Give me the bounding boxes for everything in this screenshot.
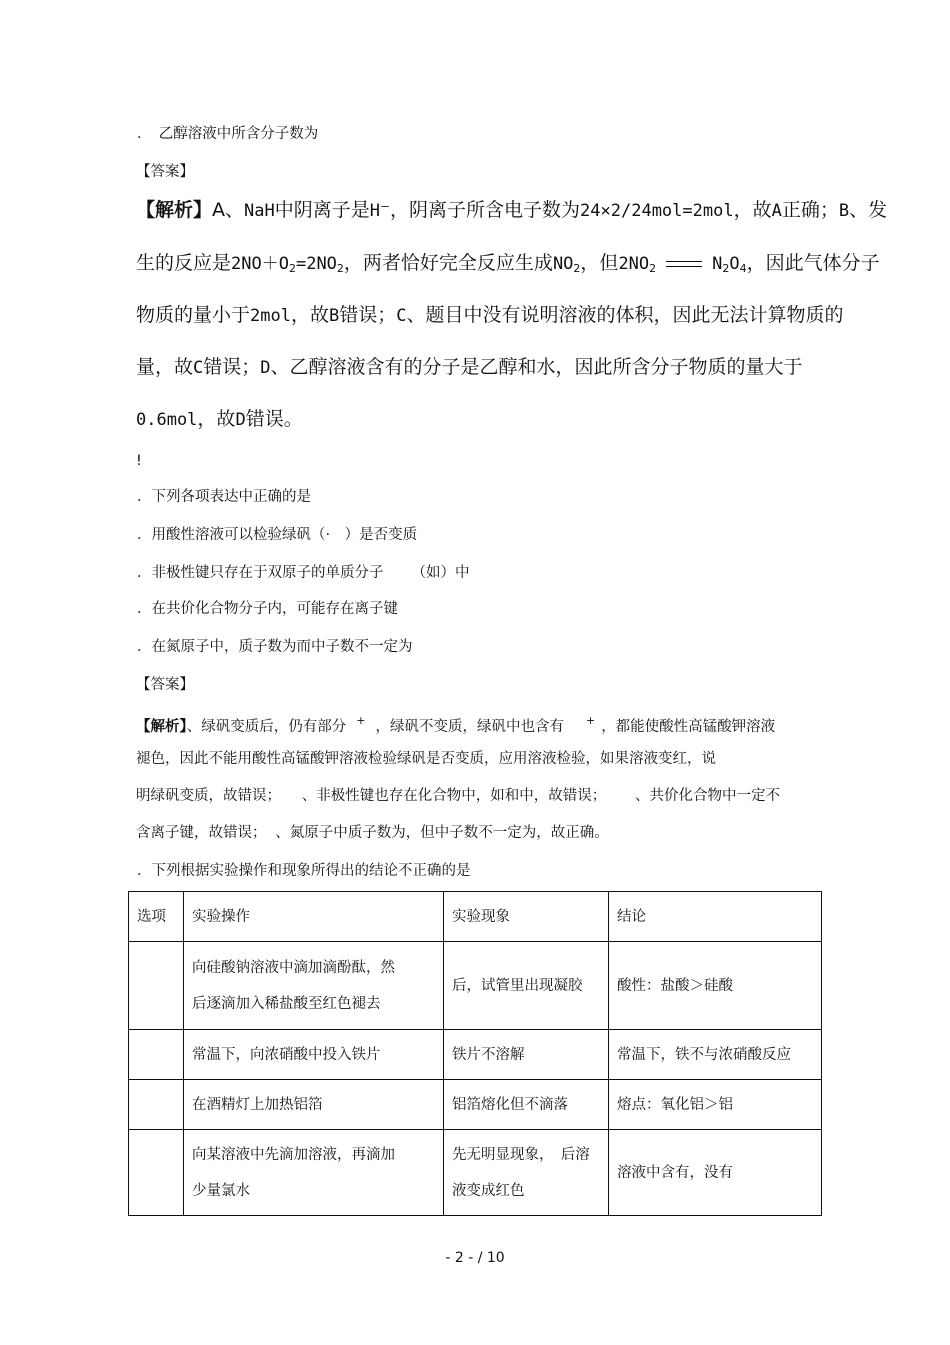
analysis-line-1: 【解析】A、NaH中阴离子是H⁻，阴离子所含电子数为24×2/24mol=2mol，故A正确；B、发 [136,199,888,221]
table-cell-option [129,1080,184,1130]
experiment-table [128,891,822,1216]
next-question-stem: ．下列根据实验操作和现象所得出的结论不正确的是 [137,863,471,879]
equilibrium-arrow-icon [666,258,702,270]
table-cell-phenomenon: 铁片不溶解 [444,1030,609,1080]
table-header: 实验操作 [184,892,444,942]
table-cell-conclusion: 溶液中含有，没有 [609,1130,822,1216]
option-d: ．在氮原子中，质子数为而中子数不一定为 [137,639,413,655]
analysis-line-2: 生的反应是$2NO+O_2=2NO_2$，两者恰好完全反应生成$NO_2$，但$2NO_2$ $N_2O_4$，因此气体分子 [136,252,880,275]
prev-question-option-d: ． 乙醇溶液中所含分子数为 [137,126,319,142]
analysis-line-4: 量，故C错误；D、乙醇溶液含有的分子是乙醇和水，因此所含分子物质的量大于 [136,356,803,378]
table-row [129,942,822,1030]
answer-label-2: 【答案】 [136,677,194,693]
option-b: ．非极性键只存在于双原子的单质分子 （如）中 [137,565,470,581]
table-cell-phenomenon: 后，试管里出现凝胶 [444,942,609,1030]
table-cell-phenomenon: 先无明显现象， 后溶 液变成红色 [444,1130,609,1216]
analysis2-line-4: 含离子键，故错误； 、氮原子中质子数为，但中子数不一定为，故正确。 [136,825,609,841]
table-cell-option [129,1130,184,1216]
table-cell-phenomenon: 铝箔熔化但不滴落 [444,1080,609,1130]
table-header: 选项 [129,892,184,942]
answer-label: 【答案】 [136,164,194,180]
table-cell-option [129,942,184,1030]
table-header: 实验现象 [444,892,609,942]
table-row [129,1030,822,1080]
analysis2-line-3: 明绿矾变质，故错误； 、非极性键也存在化合物中，如和中，故错误； 、共价化合物中一定不 [136,788,780,804]
analysis-line-5: 0.6mol，故D错误。 [136,408,303,430]
analysis-line-3: 物质的量小于2mol，故B错误；C、题目中没有说明溶液的体积，因此无法计算物质的 [136,304,844,326]
table-cell-conclusion: 常温下，铁不与浓硝酸反应 [609,1030,822,1080]
question-stem: ．下列各项表达中正确的是 [137,489,311,505]
table-header: 结论 [609,892,822,942]
table-cell-conclusion: 酸性：盐酸＞硅酸 [609,942,822,1030]
table-cell-operation: 常温下，向浓硝酸中投入铁片 [184,1030,444,1080]
table-row [129,1130,822,1216]
option-c: ．在共价化合物分子内，可能存在离子键 [137,601,398,617]
page-number: - 2 - / 10 [445,1250,505,1266]
option-a: ．用酸性溶液可以检验绿矾（· ）是否变质 [137,527,418,543]
table-cell-option [129,1030,184,1080]
table-cell-operation: 向某溶液中先滴加溶液，再滴加 少量氯水 [184,1130,444,1216]
table-cell-conclusion: 熔点：氧化铝＞铝 [609,1080,822,1130]
table-cell-operation: 在酒精灯上加热铝箔 [184,1080,444,1130]
analysis-label: 【解析】 [136,199,213,221]
table-row [129,1080,822,1130]
analysis2-line-1: 【解析】、绿矾变质后，仍有部分 + ，绿矾不变质，绿矾中也含有 + ，都能使酸性高锰酸钾溶液 [136,714,776,735]
stray-mark: ! [136,453,142,469]
analysis-label-2: 【解析】 [136,719,187,735]
table-header-row [129,892,822,942]
table-cell-operation: 向硅酸钠溶液中滴加滴酚酞，然 后逐滴加入稀盐酸至红色褪去 [184,942,444,1030]
analysis2-line-2: 褪色，因此不能用酸性高锰酸钾溶液检验绿矾是否变质，应用溶液检验，如果溶液变红，说 [136,751,716,767]
